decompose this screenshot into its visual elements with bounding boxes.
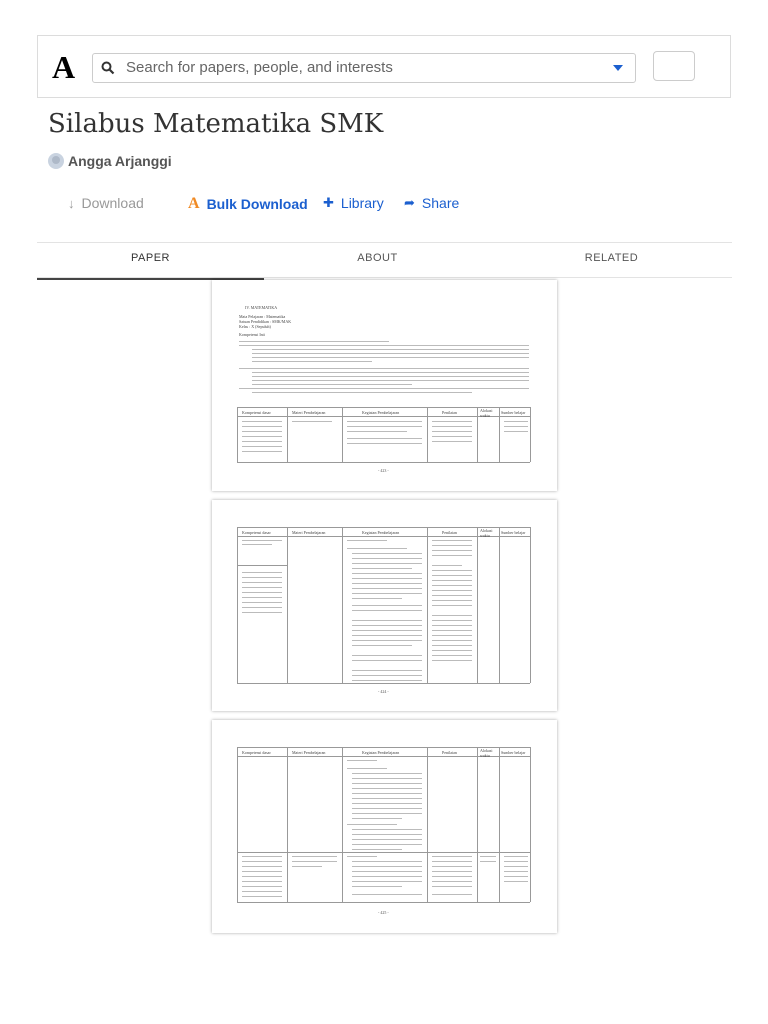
table-header: Kegiatan Pembelajaran bbox=[362, 530, 400, 535]
table-header: Alokasi waktu bbox=[480, 408, 493, 418]
menu-button[interactable] bbox=[653, 51, 695, 81]
table-header: Materi Pembelajaran bbox=[292, 530, 326, 535]
table-header: Kompetensi dasar bbox=[242, 750, 271, 755]
table-header: Materi Pembelajaran bbox=[292, 750, 326, 755]
table-header: Penilaian bbox=[442, 750, 457, 755]
table-header: Sumber belajar bbox=[501, 750, 526, 755]
author-name[interactable]: Angga Arjanggi bbox=[68, 153, 172, 169]
bulk-download-label: Bulk Download bbox=[206, 196, 308, 212]
page-number: - 424 - bbox=[378, 689, 389, 694]
download-label: Download bbox=[81, 195, 144, 211]
share-label: Share bbox=[421, 195, 460, 211]
avatar bbox=[48, 153, 64, 169]
top-navigation-bar bbox=[37, 35, 731, 98]
table-header: Kegiatan Pembelajaran bbox=[362, 750, 400, 755]
download-arrow-icon: ↓ bbox=[68, 195, 75, 211]
author-byline[interactable] bbox=[48, 153, 172, 169]
page-number: - 425 - bbox=[378, 910, 389, 915]
academia-a-icon: A bbox=[188, 195, 200, 212]
table-header: Alokasi waktu bbox=[480, 528, 493, 538]
document-actions bbox=[0, 195, 768, 215]
academia-logo[interactable]: A bbox=[52, 49, 76, 85]
bulk-download-button[interactable] bbox=[188, 195, 308, 213]
tab-related[interactable]: RELATED bbox=[584, 252, 639, 264]
table-header: Kegiatan Pembelajaran bbox=[362, 410, 400, 415]
meta-line: Kelas : X (Sepuluh) bbox=[239, 324, 271, 329]
plus-icon: ✚ bbox=[323, 195, 334, 210]
tab-bar bbox=[37, 242, 732, 278]
share-arrow-icon: ➦ bbox=[404, 195, 415, 210]
kompetensi-inti-label: Kompetensi Inti bbox=[239, 332, 265, 337]
table-header: Penilaian bbox=[442, 410, 457, 415]
search-icon bbox=[101, 61, 115, 75]
download-button[interactable] bbox=[68, 195, 144, 211]
table-header: Penilaian bbox=[442, 530, 457, 535]
table-header: Kompetensi dasar bbox=[242, 410, 271, 415]
table-header: Kompetensi dasar bbox=[242, 530, 271, 535]
table-header: Alokasi waktu bbox=[480, 748, 493, 758]
table-header: Materi Pembelajaran bbox=[292, 410, 326, 415]
document-page-1 bbox=[212, 280, 557, 491]
search-input[interactable]: Search for papers, people, and interests bbox=[126, 59, 393, 76]
table-header: Sumber belajar bbox=[501, 530, 526, 535]
tab-paper[interactable]: PAPER bbox=[37, 243, 264, 280]
section-heading: IV. MATEMATIKA bbox=[245, 305, 278, 310]
share-button[interactable] bbox=[404, 195, 459, 211]
library-label: Library bbox=[340, 195, 384, 211]
chevron-down-icon[interactable] bbox=[613, 65, 623, 71]
tab-about[interactable]: ABOUT bbox=[357, 252, 398, 264]
page-number: - 423 - bbox=[378, 468, 389, 473]
table-header: Sumber belajar bbox=[501, 410, 526, 415]
search-box[interactable] bbox=[92, 53, 636, 83]
document-title: Silabus Matematika SMK bbox=[48, 109, 384, 139]
meta-line: Mata Pelajaran : Matematika bbox=[239, 314, 286, 319]
document-page-3 bbox=[212, 720, 557, 933]
library-button[interactable] bbox=[323, 195, 384, 211]
meta-line: Satuan Pendidikan : SMK/MAK bbox=[239, 319, 292, 324]
document-page-2 bbox=[212, 500, 557, 711]
